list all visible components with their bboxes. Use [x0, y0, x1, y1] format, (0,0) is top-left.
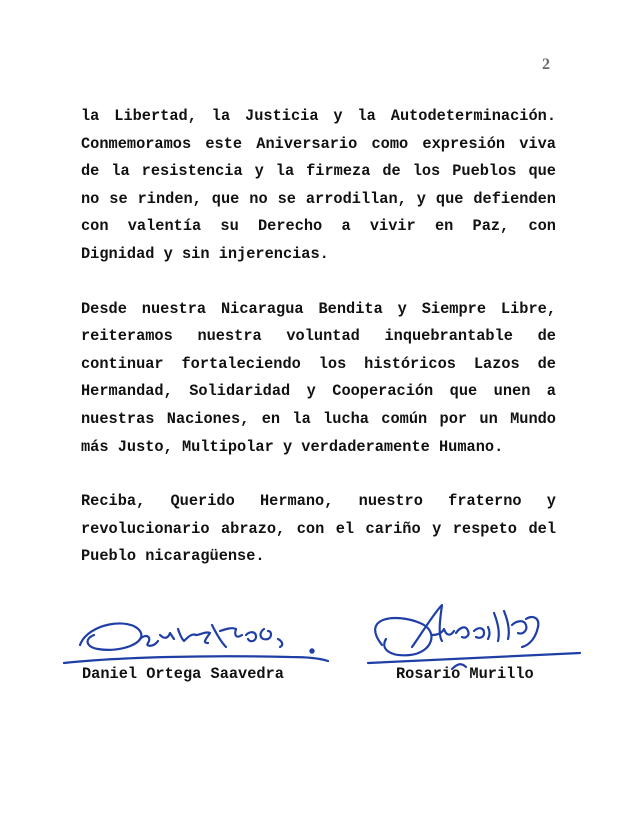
- letter-body: [81, 103, 556, 598]
- paragraph-3: Reciba, Querido Hermano, nuestro fraterno y revolucionario abrazo, con el cariño y respeto del Pueblo nicaragüense.: [81, 492, 556, 566]
- signature-rosario-murillo: [368, 605, 580, 669]
- signer-name-daniel-ortega: Daniel Ortega Saavedra: [82, 665, 284, 683]
- paragraph-2: Desde nuestra Nicaragua Bendita y Siempre Libre, reiteramos nuestra voluntad inquebrantable de continuar fortaleciendo los históricos Lazos de Hermandad, Solidaridad y Cooperación que unen a nuestras Naciones, en la lucha común por un Mundo más Justo, Multipolar y verdaderamente Humano.: [81, 299, 556, 456]
- signer-name-rosario-murillo: Rosario Murillo: [396, 665, 534, 683]
- page-number: 2: [542, 56, 550, 73]
- signature-daniel-ortega: [64, 623, 328, 663]
- signature-block: [60, 595, 590, 690]
- paragraph-1: la Libertad, la Justicia y la Autodeterminación. Conmemoramos este Aniversario como expresión viva de la resistencia y la firmeza de los Pueblos que no se rinden, que no se arrodillan, y que defienden con valentía su Derecho a vivir en Paz, con Dignidad y sin injerencias.: [81, 107, 556, 263]
